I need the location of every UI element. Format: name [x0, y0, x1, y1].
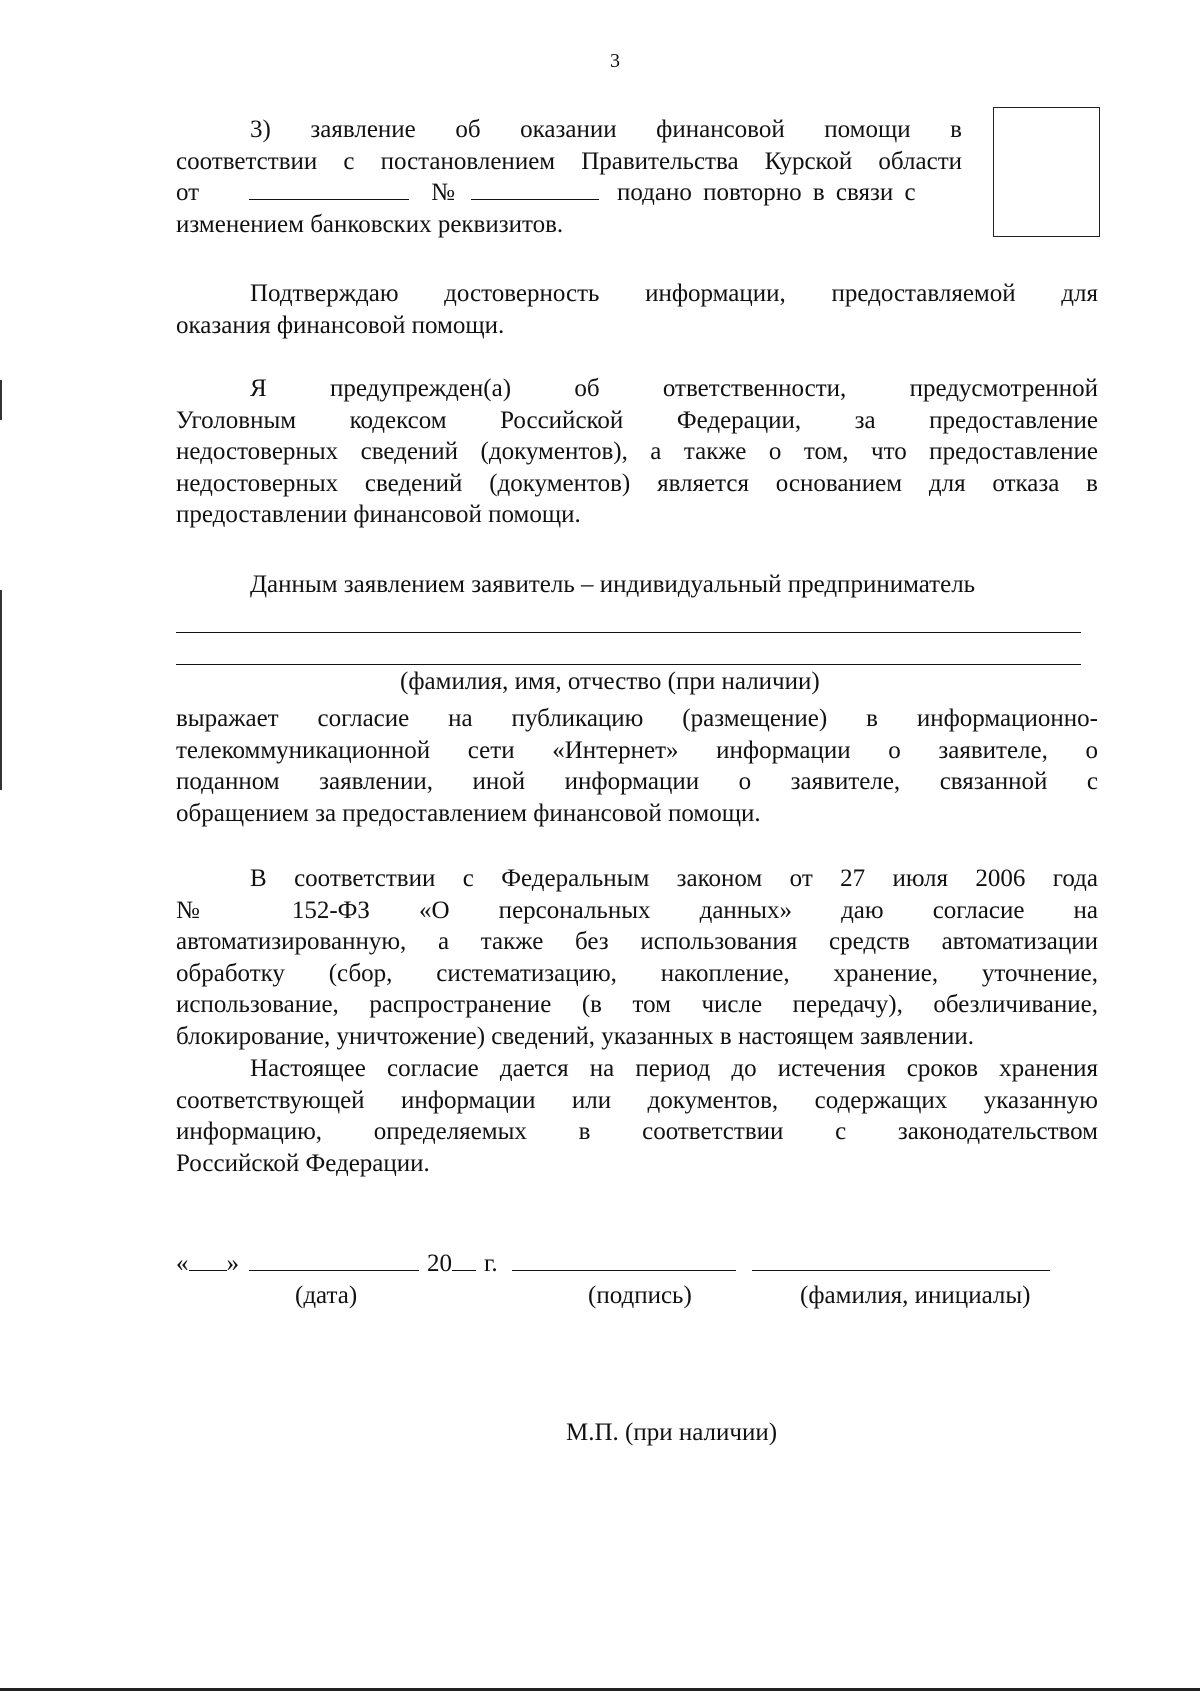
warning-block — [176, 373, 1098, 531]
applicant-name-line-1[interactable] — [176, 632, 1081, 633]
personal-data-line: блокирование, уничтожение) сведений, указанных в настоящем заявлении. — [176, 1022, 974, 1050]
date-year-suffix: г. — [484, 1250, 498, 1277]
item3-from-label: от — [176, 179, 200, 206]
confirm-block — [176, 278, 1098, 341]
signature-caption: (подпись) — [588, 1282, 692, 1309]
applicant-name-caption: (фамилия, имя, отчество (при наличии) — [400, 668, 820, 695]
date-close-quote: » — [226, 1250, 239, 1277]
publication-line: поданном заявлении, иной информации о заявителе, связанной с — [176, 768, 1098, 795]
item3-line2: соответствии с постановлением Правительства Курской области — [176, 147, 962, 175]
item3-block — [176, 114, 962, 240]
period-line: Российской Федерации. — [176, 1149, 430, 1177]
personal-data-line: № 152-ФЗ «О персональных данных» даю согласие на — [176, 896, 1098, 924]
signature-row — [176, 1248, 1050, 1278]
item3-line4: изменением банковских реквизитов. — [176, 210, 564, 238]
scan-edge-mark — [0, 590, 2, 790]
item3-number-label: № — [431, 179, 455, 206]
checkbox-item3[interactable] — [993, 107, 1100, 237]
item3-number-blank[interactable] — [471, 177, 599, 200]
item3-line1: 3) заявление об оказании финансовой помощи в — [250, 116, 962, 143]
date-month-blank[interactable] — [249, 1248, 419, 1271]
period-line: информацию, определяемых в соответствии с законодательством — [176, 1118, 1098, 1145]
warning-line: Уголовным кодексом Российской Федерации, за предоставление — [176, 406, 1098, 434]
publication-intro-text: Данным заявлением заявитель – индивидуальный предприниматель — [250, 571, 976, 598]
period-block — [176, 1053, 1098, 1179]
item3-tail: подано повторно в связи с — [616, 179, 916, 206]
warning-line: предоставлении финансовой помощи. — [176, 501, 581, 528]
publication-block — [176, 703, 1098, 829]
item3-date-blank[interactable] — [249, 177, 409, 200]
personal-data-line: В соответствии с Федеральным законом от 27 июля 2006 года — [250, 865, 1098, 892]
warning-line: недостоверных сведений (документов), а также о том, что предоставление — [176, 438, 1098, 465]
personal-data-block — [176, 863, 1098, 1052]
stamp-place-label: М.П. (при наличии) — [566, 1419, 778, 1446]
publication-line: обращением за предоставлением финансовой помощи. — [176, 799, 761, 827]
date-year-prefix: 20 — [427, 1250, 452, 1277]
publication-intro — [250, 569, 1150, 601]
period-line: Настоящее согласие дается на период до истечения сроков хранения — [250, 1055, 1098, 1082]
signature-blank[interactable] — [512, 1248, 736, 1271]
warning-line: Я предупрежден(а) об ответственности, предусмотренной — [250, 375, 1098, 402]
scan-bottom-edge — [0, 1688, 1200, 1691]
publication-line: выражает согласие на публикацию (размещение) в информационно- — [176, 705, 1098, 732]
confirm-line2: оказания финансовой помощи. — [176, 311, 505, 339]
date-caption: (дата) — [295, 1282, 358, 1309]
confirm-line1: Подтверждаю достоверность информации, предоставляемой для — [250, 280, 1098, 307]
warning-line: недостоверных сведений (документов) является основанием для отказа в — [176, 469, 1098, 497]
applicant-name-line-2[interactable] — [176, 664, 1081, 665]
signer-name-caption: (фамилия, инициалы) — [800, 1282, 1031, 1309]
personal-data-line: использование, распространение (в том числе передачу), обезличивание, — [176, 991, 1098, 1018]
personal-data-line: обработку (сбор, систематизацию, накопление, хранение, уточнение, — [176, 959, 1098, 987]
personal-data-line: автоматизированную, а также без использования средств автоматизации — [176, 928, 1098, 955]
date-day-blank[interactable] — [189, 1248, 227, 1271]
date-open-quote: « — [176, 1250, 189, 1277]
page-number: 3 — [610, 50, 620, 72]
publication-line: телекоммуникационной сети «Интернет» информации о заявителе, о — [176, 736, 1098, 764]
item3-line3 — [176, 177, 962, 209]
date-year-blank[interactable] — [452, 1248, 476, 1271]
signer-name-blank[interactable] — [752, 1248, 1050, 1271]
scan-edge-mark — [0, 380, 2, 420]
period-line: соответствующей информации или документов, содержащих указанную — [176, 1086, 1098, 1114]
